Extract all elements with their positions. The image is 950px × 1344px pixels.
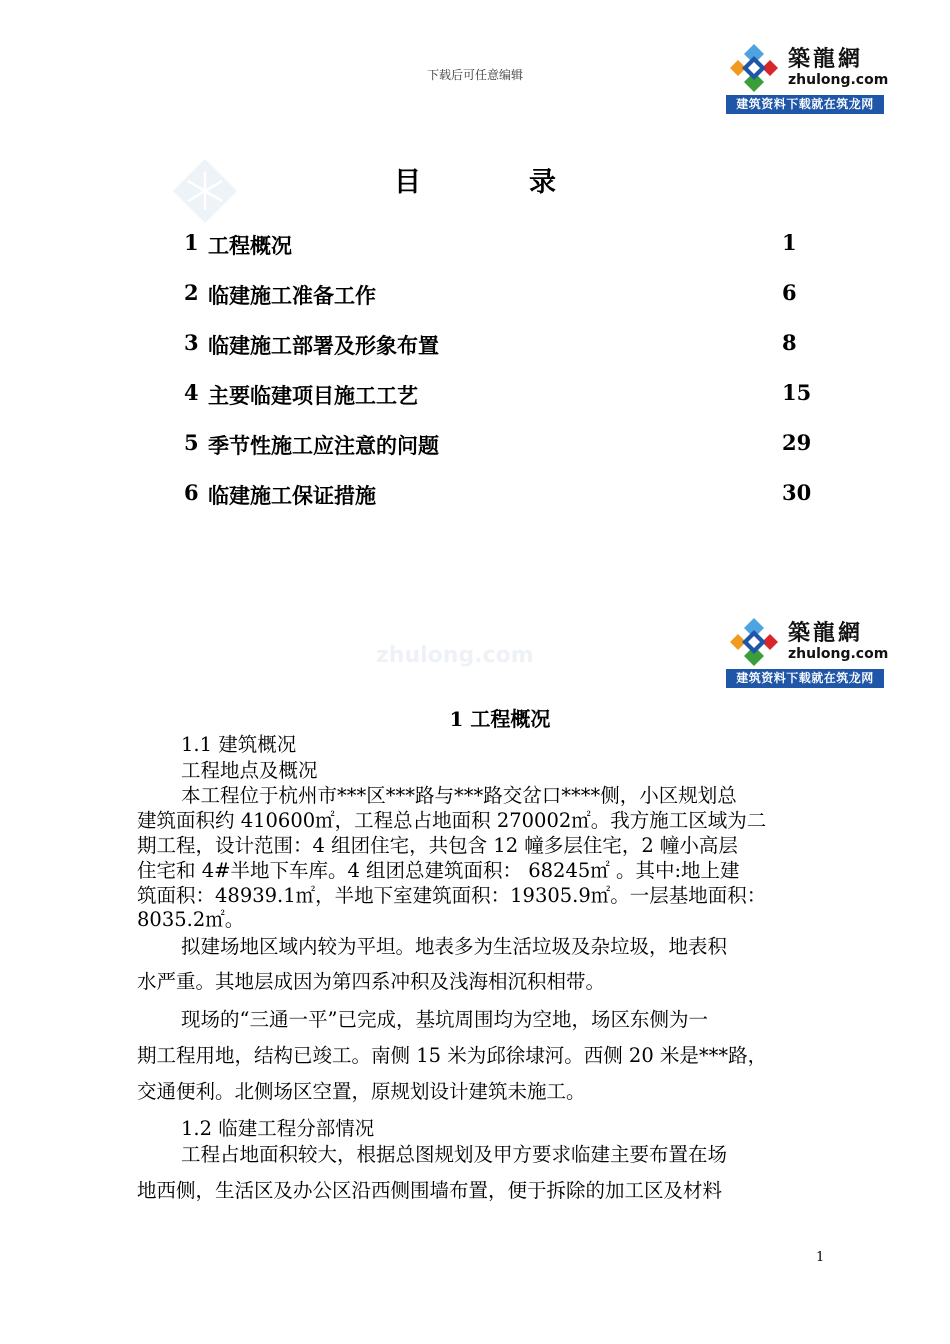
toc-entry-number: 1 <box>184 230 199 255</box>
page-number: 1 <box>816 1250 825 1265</box>
paragraph-line: 地西侧，生活区及办公区沿西侧围墙布置，便于拆除的加工区及材料 <box>137 1179 723 1202</box>
paragraph-line: 拟建场地区域内较为平坦。地表多为生活垃圾及杂垃圾，地表积 <box>181 935 728 958</box>
toc-entry-text: 临建施工准备工作 <box>208 283 376 308</box>
subsection-heading: 1.2 临建工程分部情况 <box>181 1117 375 1140</box>
logo-tagline: 建筑资料下载就在筑龙网 <box>726 95 884 114</box>
toc-entry <box>184 280 809 308</box>
toc-entry-text: 季节性施工应注意的问题 <box>208 433 439 458</box>
zhulong-logo <box>726 612 889 688</box>
toc-entry <box>184 380 812 408</box>
paragraph-line: 工程占地面积较大，根据总图规划及甲方要求临建主要布置在场 <box>181 1143 728 1166</box>
toc-entry-page: 30 <box>782 480 812 505</box>
paragraph-line: 筑面积：48939.1㎡，半地下室建筑面积：19305.9㎡。一层基地面积： <box>137 884 767 907</box>
paragraph-line: 住宅和 4#半地下车库。4 组团总建筑面积： 68245㎡ 。其中:地上建 <box>137 859 740 882</box>
paragraph-line: 建筑面积约 410600㎡，工程总占地面积 270002㎡。我方施工区域为二 <box>137 809 767 832</box>
toc-entry-text: 临建施工保证措施 <box>208 483 376 508</box>
logo-name: 築龍網 <box>788 46 864 72</box>
toc-entry <box>184 430 812 458</box>
logo-tagline: 建筑资料下载就在筑龙网 <box>726 669 884 688</box>
zhulong-mark-icon <box>728 42 780 94</box>
zhulong-mark-icon <box>728 616 780 668</box>
paragraph-line: 本工程位于杭州市***区***路与***路交岔口****侧，小区规划总 <box>181 784 737 807</box>
paragraph-line: 现场的“三通一平”已完成，基坑周围均为空地，场区东侧为一 <box>181 1008 708 1031</box>
paragraph-line: 期工程，设计范围：4 组团住宅，共包含 12 幢多层住宅，2 幢小高层 <box>137 834 738 857</box>
paragraph-line: 期工程用地，结构已竣工。南侧 15 米为邱徐埭河。西侧 20 米是***路， <box>137 1044 768 1067</box>
toc-entry-page: 15 <box>782 380 812 405</box>
toc-entry-number: 3 <box>184 330 199 355</box>
toc-entry-page: 8 <box>782 330 797 355</box>
toc-entry-text: 临建施工部署及形象布置 <box>208 333 439 358</box>
toc-entry-text: 工程概况 <box>208 233 292 258</box>
paragraph-line: 交通便利。北侧场区空置，原规划设计建筑未施工。 <box>137 1080 586 1103</box>
toc-entry-number: 4 <box>184 380 199 405</box>
toc-title-left: 目 <box>394 167 421 198</box>
toc-entry <box>184 480 812 508</box>
toc-entry-text: 主要临建项目施工工艺 <box>208 383 418 408</box>
toc-entry <box>184 230 809 258</box>
toc-entry-number: 6 <box>184 480 199 505</box>
logo-name: 築龍網 <box>788 620 864 646</box>
toc-entry-page: 29 <box>782 430 812 455</box>
toc-entry-page: 1 <box>782 230 797 255</box>
toc-entry-number: 2 <box>184 280 199 305</box>
logo-domain: zhulong.com <box>788 72 889 88</box>
toc-title-right: 录 <box>529 167 556 198</box>
paragraph-line: 水严重。其地层成因为第四系冲积及浅海相沉积相带。 <box>137 970 606 993</box>
toc-entry <box>184 330 809 358</box>
subsection-heading: 1.1 建筑概况 <box>181 733 297 756</box>
section-title: 1 工程概况 <box>449 707 551 731</box>
toc-title <box>0 160 950 199</box>
paragraph-line: 8035.2㎡。 <box>137 908 245 931</box>
header-note: 下载后可任意编辑 <box>426 68 523 82</box>
watermark-text: zhulong.com <box>376 643 534 668</box>
logo-domain: zhulong.com <box>788 646 889 662</box>
toc-entry-page: 6 <box>782 280 797 305</box>
zhulong-logo <box>726 38 889 114</box>
toc-entry-number: 5 <box>184 430 199 455</box>
subsection-subheading: 工程地点及概况 <box>181 759 318 782</box>
